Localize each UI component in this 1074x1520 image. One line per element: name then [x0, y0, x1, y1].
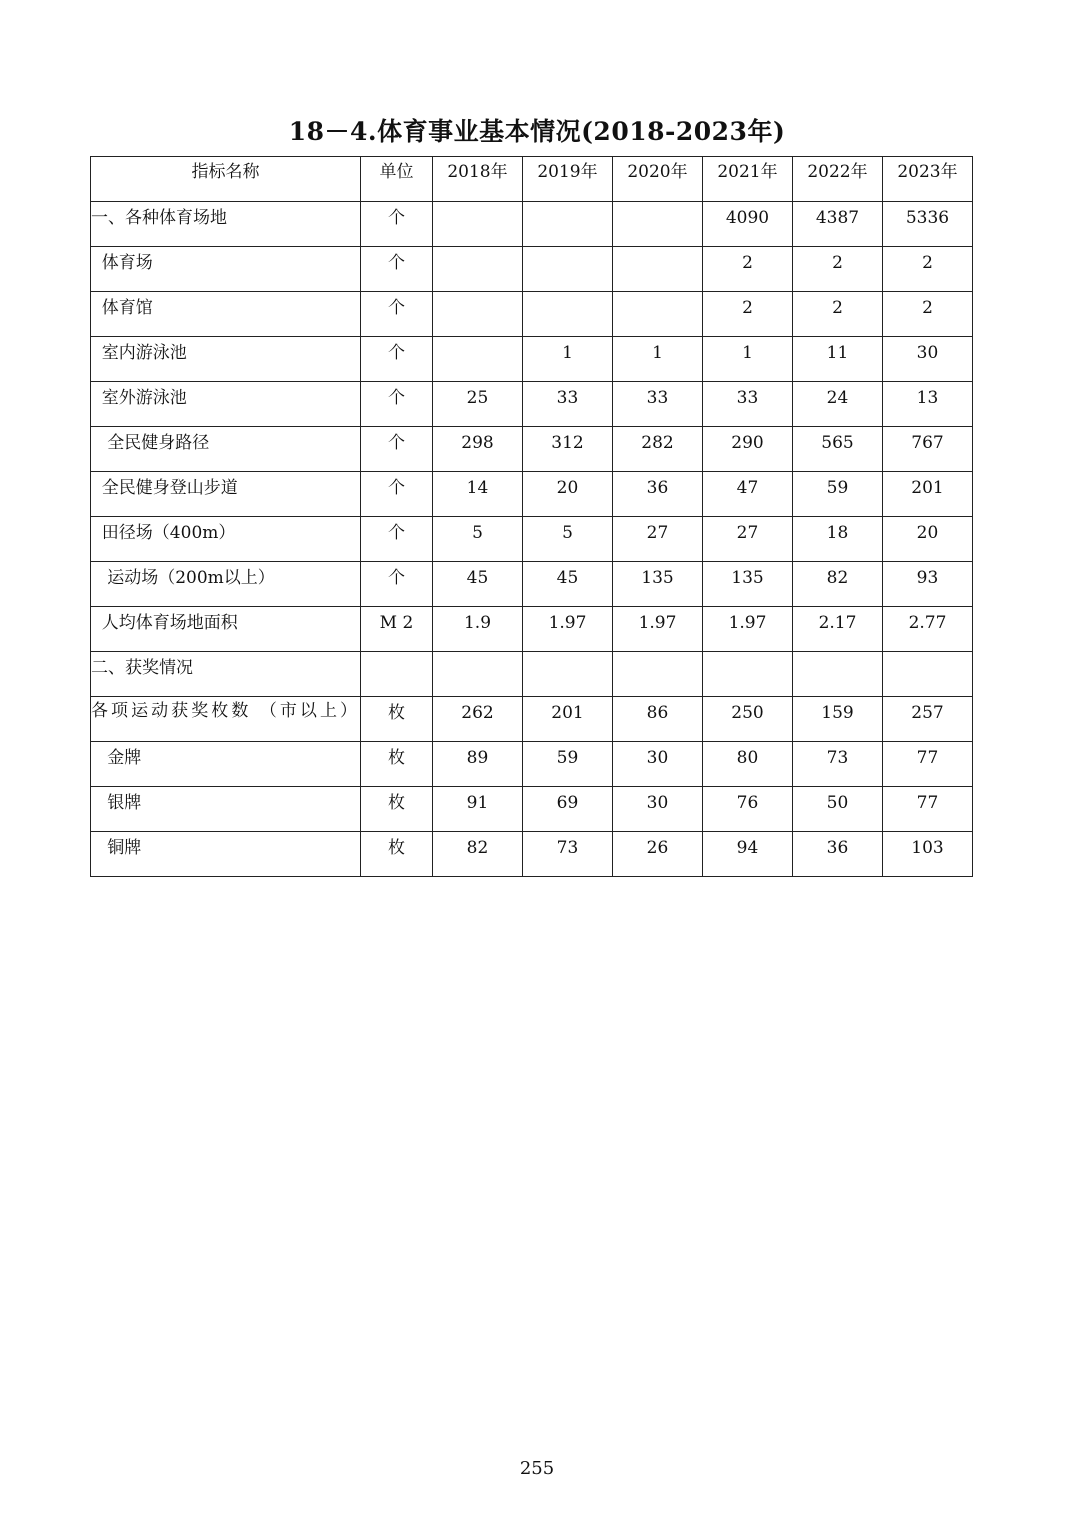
cell-2018: 89 [433, 742, 523, 787]
table-row [91, 652, 973, 697]
cell-2020: 27 [613, 517, 703, 562]
cell-2023: 257 [883, 697, 973, 742]
cell-2023: 5336 [883, 202, 973, 247]
cell-2022 [793, 652, 883, 697]
cell-2020: 282 [613, 427, 703, 472]
cell-2022: 82 [793, 562, 883, 607]
cell-2018: 91 [433, 787, 523, 832]
cell-2019: 201 [523, 697, 613, 742]
cell-2023: 77 [883, 742, 973, 787]
cell-2018 [433, 247, 523, 292]
cell-2022: 4387 [793, 202, 883, 247]
cell-2018: 25 [433, 382, 523, 427]
row-name: 全民健身路径 [91, 427, 361, 472]
table-row [91, 247, 973, 292]
cell-2022: 159 [793, 697, 883, 742]
cell-2021: 2 [703, 292, 793, 337]
cell-2023: 20 [883, 517, 973, 562]
header-year-2018: 2018年 [433, 157, 523, 202]
cell-2022: 50 [793, 787, 883, 832]
cell-2020: 30 [613, 742, 703, 787]
row-unit: 个 [361, 562, 433, 607]
row-name: 二、获奖情况 [91, 652, 361, 697]
cell-2020: 36 [613, 472, 703, 517]
row-name: 各项运动获奖枚数 （市以上） [91, 697, 361, 742]
table-row [91, 427, 973, 472]
cell-2020: 26 [613, 832, 703, 877]
row-name: 室内游泳池 [91, 337, 361, 382]
cell-2021: 47 [703, 472, 793, 517]
cell-2018 [433, 337, 523, 382]
cell-2023: 2 [883, 292, 973, 337]
cell-2021: 250 [703, 697, 793, 742]
cell-2019: 33 [523, 382, 613, 427]
cell-2019 [523, 247, 613, 292]
cell-2018: 262 [433, 697, 523, 742]
cell-2020 [613, 652, 703, 697]
header-year-2023: 2023年 [883, 157, 973, 202]
row-name: 人均体育场地面积 [91, 607, 361, 652]
row-unit: 枚 [361, 742, 433, 787]
row-name: 一、各种体育场地 [91, 202, 361, 247]
row-unit: 个 [361, 427, 433, 472]
cell-2018: 298 [433, 427, 523, 472]
row-unit: 个 [361, 247, 433, 292]
cell-2022: 18 [793, 517, 883, 562]
cell-2019 [523, 652, 613, 697]
table-row [91, 202, 973, 247]
cell-2019 [523, 202, 613, 247]
row-unit: 枚 [361, 697, 433, 742]
cell-2023: 2 [883, 247, 973, 292]
row-name: 金牌 [91, 742, 361, 787]
cell-2019: 45 [523, 562, 613, 607]
row-name: 银牌 [91, 787, 361, 832]
cell-2020 [613, 202, 703, 247]
table-row [91, 382, 973, 427]
cell-2018: 45 [433, 562, 523, 607]
row-unit: 个 [361, 292, 433, 337]
cell-2021: 1 [703, 337, 793, 382]
table-header-row [91, 157, 973, 202]
cell-2023: 767 [883, 427, 973, 472]
cell-2020 [613, 292, 703, 337]
row-unit [361, 652, 433, 697]
cell-2022: 36 [793, 832, 883, 877]
cell-2021: 33 [703, 382, 793, 427]
cell-2019: 20 [523, 472, 613, 517]
cell-2020 [613, 247, 703, 292]
cell-2022: 565 [793, 427, 883, 472]
row-unit: 个 [361, 337, 433, 382]
cell-2023: 201 [883, 472, 973, 517]
table-row [91, 517, 973, 562]
row-name: 铜牌 [91, 832, 361, 877]
cell-2021: 80 [703, 742, 793, 787]
cell-2023 [883, 652, 973, 697]
row-name: 全民健身登山步道 [91, 472, 361, 517]
cell-2021: 94 [703, 832, 793, 877]
cell-2019: 1.97 [523, 607, 613, 652]
cell-2021: 2 [703, 247, 793, 292]
row-name: 体育场 [91, 247, 361, 292]
row-name: 运动场（200m以上） [91, 562, 361, 607]
row-unit: 个 [361, 202, 433, 247]
cell-2022: 2 [793, 247, 883, 292]
header-year-2019: 2019年 [523, 157, 613, 202]
cell-2018 [433, 292, 523, 337]
row-unit: 个 [361, 517, 433, 562]
table-row [91, 787, 973, 832]
cell-2021: 290 [703, 427, 793, 472]
cell-2018: 1.9 [433, 607, 523, 652]
header-indicator-name: 指标名称 [91, 157, 361, 202]
row-unit: 枚 [361, 832, 433, 877]
cell-2020: 86 [613, 697, 703, 742]
cell-2020: 30 [613, 787, 703, 832]
row-name: 室外游泳池 [91, 382, 361, 427]
cell-2019: 73 [523, 832, 613, 877]
header-year-2021: 2021年 [703, 157, 793, 202]
row-name: 田径场（400m） [91, 517, 361, 562]
cell-2019 [523, 292, 613, 337]
cell-2020: 1.97 [613, 607, 703, 652]
cell-2018: 14 [433, 472, 523, 517]
cell-2022: 2.17 [793, 607, 883, 652]
cell-2021: 76 [703, 787, 793, 832]
table-row [91, 472, 973, 517]
cell-2022: 11 [793, 337, 883, 382]
table-row [91, 832, 973, 877]
cell-2023: 2.77 [883, 607, 973, 652]
cell-2019: 5 [523, 517, 613, 562]
cell-2019: 312 [523, 427, 613, 472]
cell-2018: 5 [433, 517, 523, 562]
cell-2020: 33 [613, 382, 703, 427]
cell-2020: 1 [613, 337, 703, 382]
cell-2021 [703, 652, 793, 697]
cell-2020: 135 [613, 562, 703, 607]
cell-2022: 59 [793, 472, 883, 517]
row-unit: M 2 [361, 607, 433, 652]
cell-2023: 93 [883, 562, 973, 607]
row-unit: 个 [361, 382, 433, 427]
row-name: 体育馆 [91, 292, 361, 337]
table-row [91, 562, 973, 607]
table-row [91, 742, 973, 787]
cell-2018 [433, 652, 523, 697]
cell-2021: 4090 [703, 202, 793, 247]
header-unit: 单位 [361, 157, 433, 202]
cell-2022: 2 [793, 292, 883, 337]
header-year-2022: 2022年 [793, 157, 883, 202]
row-unit: 枚 [361, 787, 433, 832]
table-row [91, 697, 973, 742]
cell-2023: 30 [883, 337, 973, 382]
cell-2021: 1.97 [703, 607, 793, 652]
table-row [91, 292, 973, 337]
row-unit: 个 [361, 472, 433, 517]
cell-2019: 59 [523, 742, 613, 787]
table-row [91, 337, 973, 382]
cell-2018: 82 [433, 832, 523, 877]
cell-2019: 1 [523, 337, 613, 382]
cell-2023: 103 [883, 832, 973, 877]
cell-2021: 135 [703, 562, 793, 607]
cell-2018 [433, 202, 523, 247]
sports-statistics-table [90, 156, 973, 877]
cell-2022: 73 [793, 742, 883, 787]
cell-2019: 69 [523, 787, 613, 832]
table-row [91, 607, 973, 652]
cell-2023: 77 [883, 787, 973, 832]
page-number: 255 [519, 1458, 555, 1479]
cell-2021: 27 [703, 517, 793, 562]
page-title: 18－4.体育事业基本情况(2018-2023年) [288, 117, 786, 146]
header-year-2020: 2020年 [613, 157, 703, 202]
cell-2023: 13 [883, 382, 973, 427]
cell-2022: 24 [793, 382, 883, 427]
